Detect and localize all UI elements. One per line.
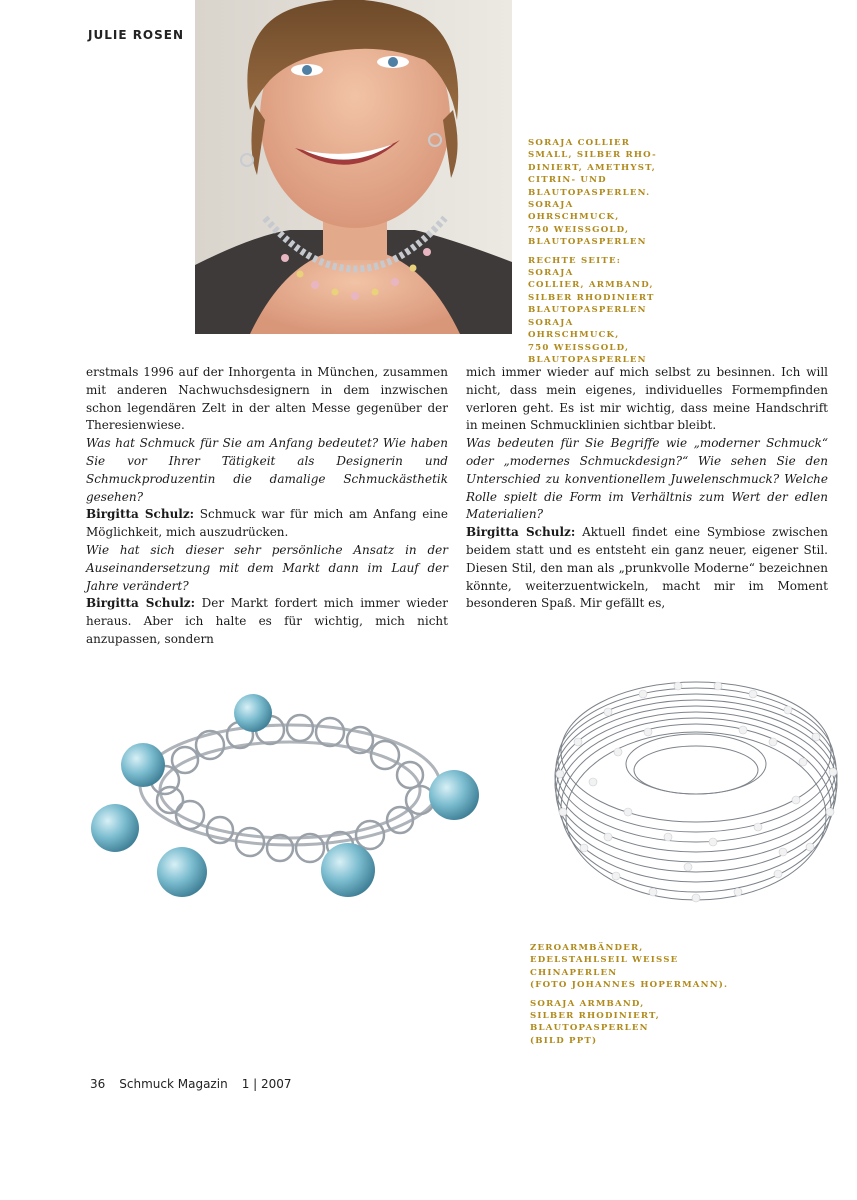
caption-top-1: SORAJA COLLIER SMALL, SILBER RHO- DINIERT, AMETHYST, CITRIN- UND BLAUTOPASPERLEN. SORAJA OHRSCHMUCK, 750 WEISSGOLD, BLAUTOPASPERLEN	[528, 138, 657, 248]
caption-bottom	[530, 942, 730, 1047]
speaker-name: Birgitta Schulz:	[466, 525, 576, 540]
answer-3	[466, 524, 828, 613]
caption-bottom-2: SORAJA ARMBAND, SILBER RHODINIERT, BLAUTOPASPERLEN (BILD PPT)	[530, 998, 660, 1046]
bracelet-photo	[85, 680, 505, 920]
question-2: Wie hat sich dieser sehr persönliche Ansatz in der Auseinandersetzung mit dem Markt dann im Lauf der Jahre verändert?	[86, 542, 448, 593]
issue-number: 1 | 2007	[241, 1077, 292, 1091]
caption-bottom-1: ZEROARMBÄNDER, EDELSTAHLSEIL WEISSE CHINAPERLEN (FOTO JOHANNES HOPERMANN).	[530, 943, 729, 991]
answer-text: Schmuck war für mich am Anfang eine Möglichkeit, mich auszudrücken.	[86, 507, 448, 540]
paragraph-continued: mich immer wieder auf mich selbst zu besinnen. Ich will nicht, dass mein eigenes, individuelles Formempfinden verloren geht. Es ist mir wichtig, dass meine Handschrift in meinen Schmucklinien sichtbar bleibt.	[466, 365, 828, 433]
magazine-name: Schmuck Magazin	[119, 1077, 228, 1091]
speaker-name: Birgitta Schulz:	[86, 507, 195, 522]
answer-text: Der Markt fordert mich immer wieder heraus. Aber ich halte es für wichtig, mich nicht anzupassen, sondern	[86, 596, 448, 646]
article-column-right	[466, 364, 828, 613]
author-name: JULIE ROSEN	[88, 28, 185, 42]
answer-text: Aktuell findet eine Symbiose zwischen beidem statt und es entsteht ein ganz neuer, eigener Stil. Diesen Stil, den man als „prunkvolle Moderne“ bezeichnen könnte, weiterzuentwickeln, macht mir im Moment besonderen Spaß. Mir gefällt es,	[466, 525, 828, 611]
page-footer	[90, 1077, 306, 1091]
caption-top	[528, 137, 668, 366]
answer-2	[86, 595, 448, 648]
speaker-name: Birgitta Schulz:	[86, 596, 196, 611]
question-3: Was bedeuten für Sie Begriffe wie „moderner Schmuck“ oder „modernes Schmuckdesign?“ Wie sehen Sie den Unterschied zu konventionellem Juwelenschmuck? Welche Rolle spielt die Form im Verhältnis zum Wert der edlen Materialien?	[466, 436, 828, 522]
caption-top-2: RECHTE SEITE: SORAJA COLLIER, ARMBAND, SILBER RHODINIERT BLAUTOPASPERLEN SORAJA OHRSCHMUCK, 750 WEISSGOLD, BLAUTOPASPERLEN	[528, 255, 655, 365]
wire-bangle-photo	[548, 652, 844, 918]
page-number: 36	[90, 1077, 106, 1091]
article-column-left	[86, 364, 448, 649]
answer-1	[86, 506, 448, 542]
question-1: Was hat Schmuck für Sie am Anfang bedeutet? Wie haben Sie vor Ihrer Tätigkeit als Designerin und Schmuckproduzentin die damalige Schmuckästhetik gesehen?	[86, 436, 448, 504]
paragraph-intro: erstmals 1996 auf der Inhorgenta in München, zusammen mit anderen Nachwuchsdesignern in dem inzwischen schon legendären Zelt in der alten Messe gegenüber der Theresienwiese.	[86, 365, 448, 433]
portrait-photo	[195, 0, 512, 334]
